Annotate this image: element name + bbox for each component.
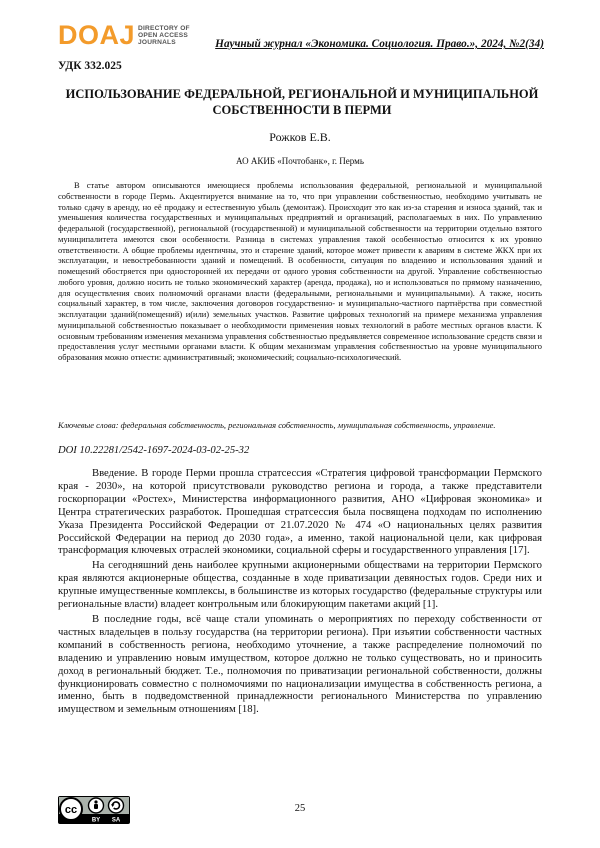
- svg-text:cc: cc: [65, 804, 77, 816]
- page-header: [58, 22, 544, 58]
- article-body: [58, 468, 542, 719]
- doaj-logo[interactable]: [58, 22, 190, 49]
- license-label-sa: SA: [112, 818, 121, 824]
- doaj-logo-text: DIRECTORY OF OPEN ACCESS JOURNALS: [138, 25, 190, 47]
- article-doi[interactable]: DOI 10.22281/2542-1697-2024-03-02-25-32: [58, 445, 249, 456]
- license-label-by: BY: [92, 818, 100, 824]
- page-number: 25: [0, 803, 600, 814]
- article-title: ИСПОЛЬЗОВАНИЕ ФЕДЕРАЛЬНОЙ, РЕГИОНАЛЬНОЙ И МУНИЦИПАЛЬНОЙ СОБСТВЕННОСТИ В ПЕРМИ: [60, 86, 544, 118]
- journal-citation[interactable]: Научный журнал «Экономика. Социология. Право.», 2024, №2(34): [215, 38, 544, 50]
- body-paragraph: На сегодняшний день наиболее крупными акционерными обществами на территории Пермского края являются акционерные общества, созданные в ходе приватизации девяностых годов. Среди них и крупные имущественные комплексы, в большинстве из которых государство (федеральные структуры или региональные власти) владеет контрольным или блокирующим пакетами акций [1].: [58, 560, 542, 612]
- body-paragraph: В последние годы, всё чаще стали упоминать о мероприятиях по переходу собственности от частных владельцев в пользу государства (на территории региона). При изъятии собственности частных компаний в собственность региона, необходимо уточнение, а также распределение полномочий по владению и управлению новым имуществом, которое должно не только существовать, но и приносить доход в региональный бюджет. Т.е., полномочия по приватизации региональной собственности, должны функционировать совместно с полномочиями по национализации имущества в собственность региона, а именно, быть в подведомственной принадлежности регионального Министерства по управлению имуществом и земельным отношениям [18].: [58, 614, 542, 717]
- doaj-logo-mark: DOAJ: [58, 22, 135, 49]
- article-author: Рожков Е.В.: [0, 130, 600, 145]
- article-abstract: В статье автором описываются имеющиеся проблемы использования федеральной, региональной и муниципальной собственности в городе Пермь. Акцентируется внимание на то, что при управлении собственностью, необходимо учитывать не только сдачу в аренду, но её продажу и естественную убыль (демонтаж). Происходит это как из-за старения и износа зданий, так и уменьшения количества государственных и муниципальных предприятий и организаций, располагаемых в них. По управлению федеральной (государственной), региональной (государственной) и муниципальной собственности на территории отдельно взятого муниципалитета имеются свои особенности. Разница в системах управления такой особенностью относится к их уровню ответственности. А общие проблемы идентичны, это и старение зданий, которое может привести к авариям в системе ЖКХ при их эксплуатации, и невостребованности зданий и помещений. В особенности, ситуация по владению и использования зданий и помещений обостряется при односторонней их передачи от одного уровня собственности на другой. Управление собственностью любого уровня, должно носить не только экономический характер (аренда, продажа), но и использоваться по прямому назначению, для осуществления своих полномочий органами власти (федеральными, региональными и муниципальными). А также, носить социальный характер, в том числе, заключения договоров государственно- и муниципально-частного партнёрства при совместной эксплуатации зданий(помещений) и(или) земельных участков. Развитие цифровых технологий на примере механизма управления муниципальной собственностью показывает о необходимости применения новых технологий в работе местных органов власти. К основным требованиям изменения механизма управления собственностью предъявляется современное использование средств связи и предоставления услуг местными органами власти. К общим механизмам управления собственностью на уровне муниципального образования можно отнести: административный; экономический; социально-психологический.: [58, 180, 542, 363]
- udk-code: УДК 332.025: [58, 60, 122, 72]
- article-keywords: Ключевые слова: федеральная собственность, региональная собственность, муниципальная собственность, управление.: [58, 420, 542, 431]
- author-affiliation: АО АКИБ «Почтобанк», г. Пермь: [0, 156, 600, 166]
- body-paragraph-introduction: Введение. В городе Перми прошла стратсессия «Стратегия цифровой трансформации Пермского края - 2030», на которой присутствовали руководство региона и города, а также представители госкорпорации «Ростех», Министерства информационного развития, АНО «Цифровая экономика» и Центра стратегических разработок. Прошедшая стратсессия была посвящена подходам по исполнению Указа Президента Российской Федерации от 21.07.2020 № 474 «О национальных целях развития Российской Федерации на период до 2030 года», а именно, такой национальной цели, как цифровая трансформация ключевых отраслей экономики, социальной сферы и государственного управления [17].: [58, 468, 542, 558]
